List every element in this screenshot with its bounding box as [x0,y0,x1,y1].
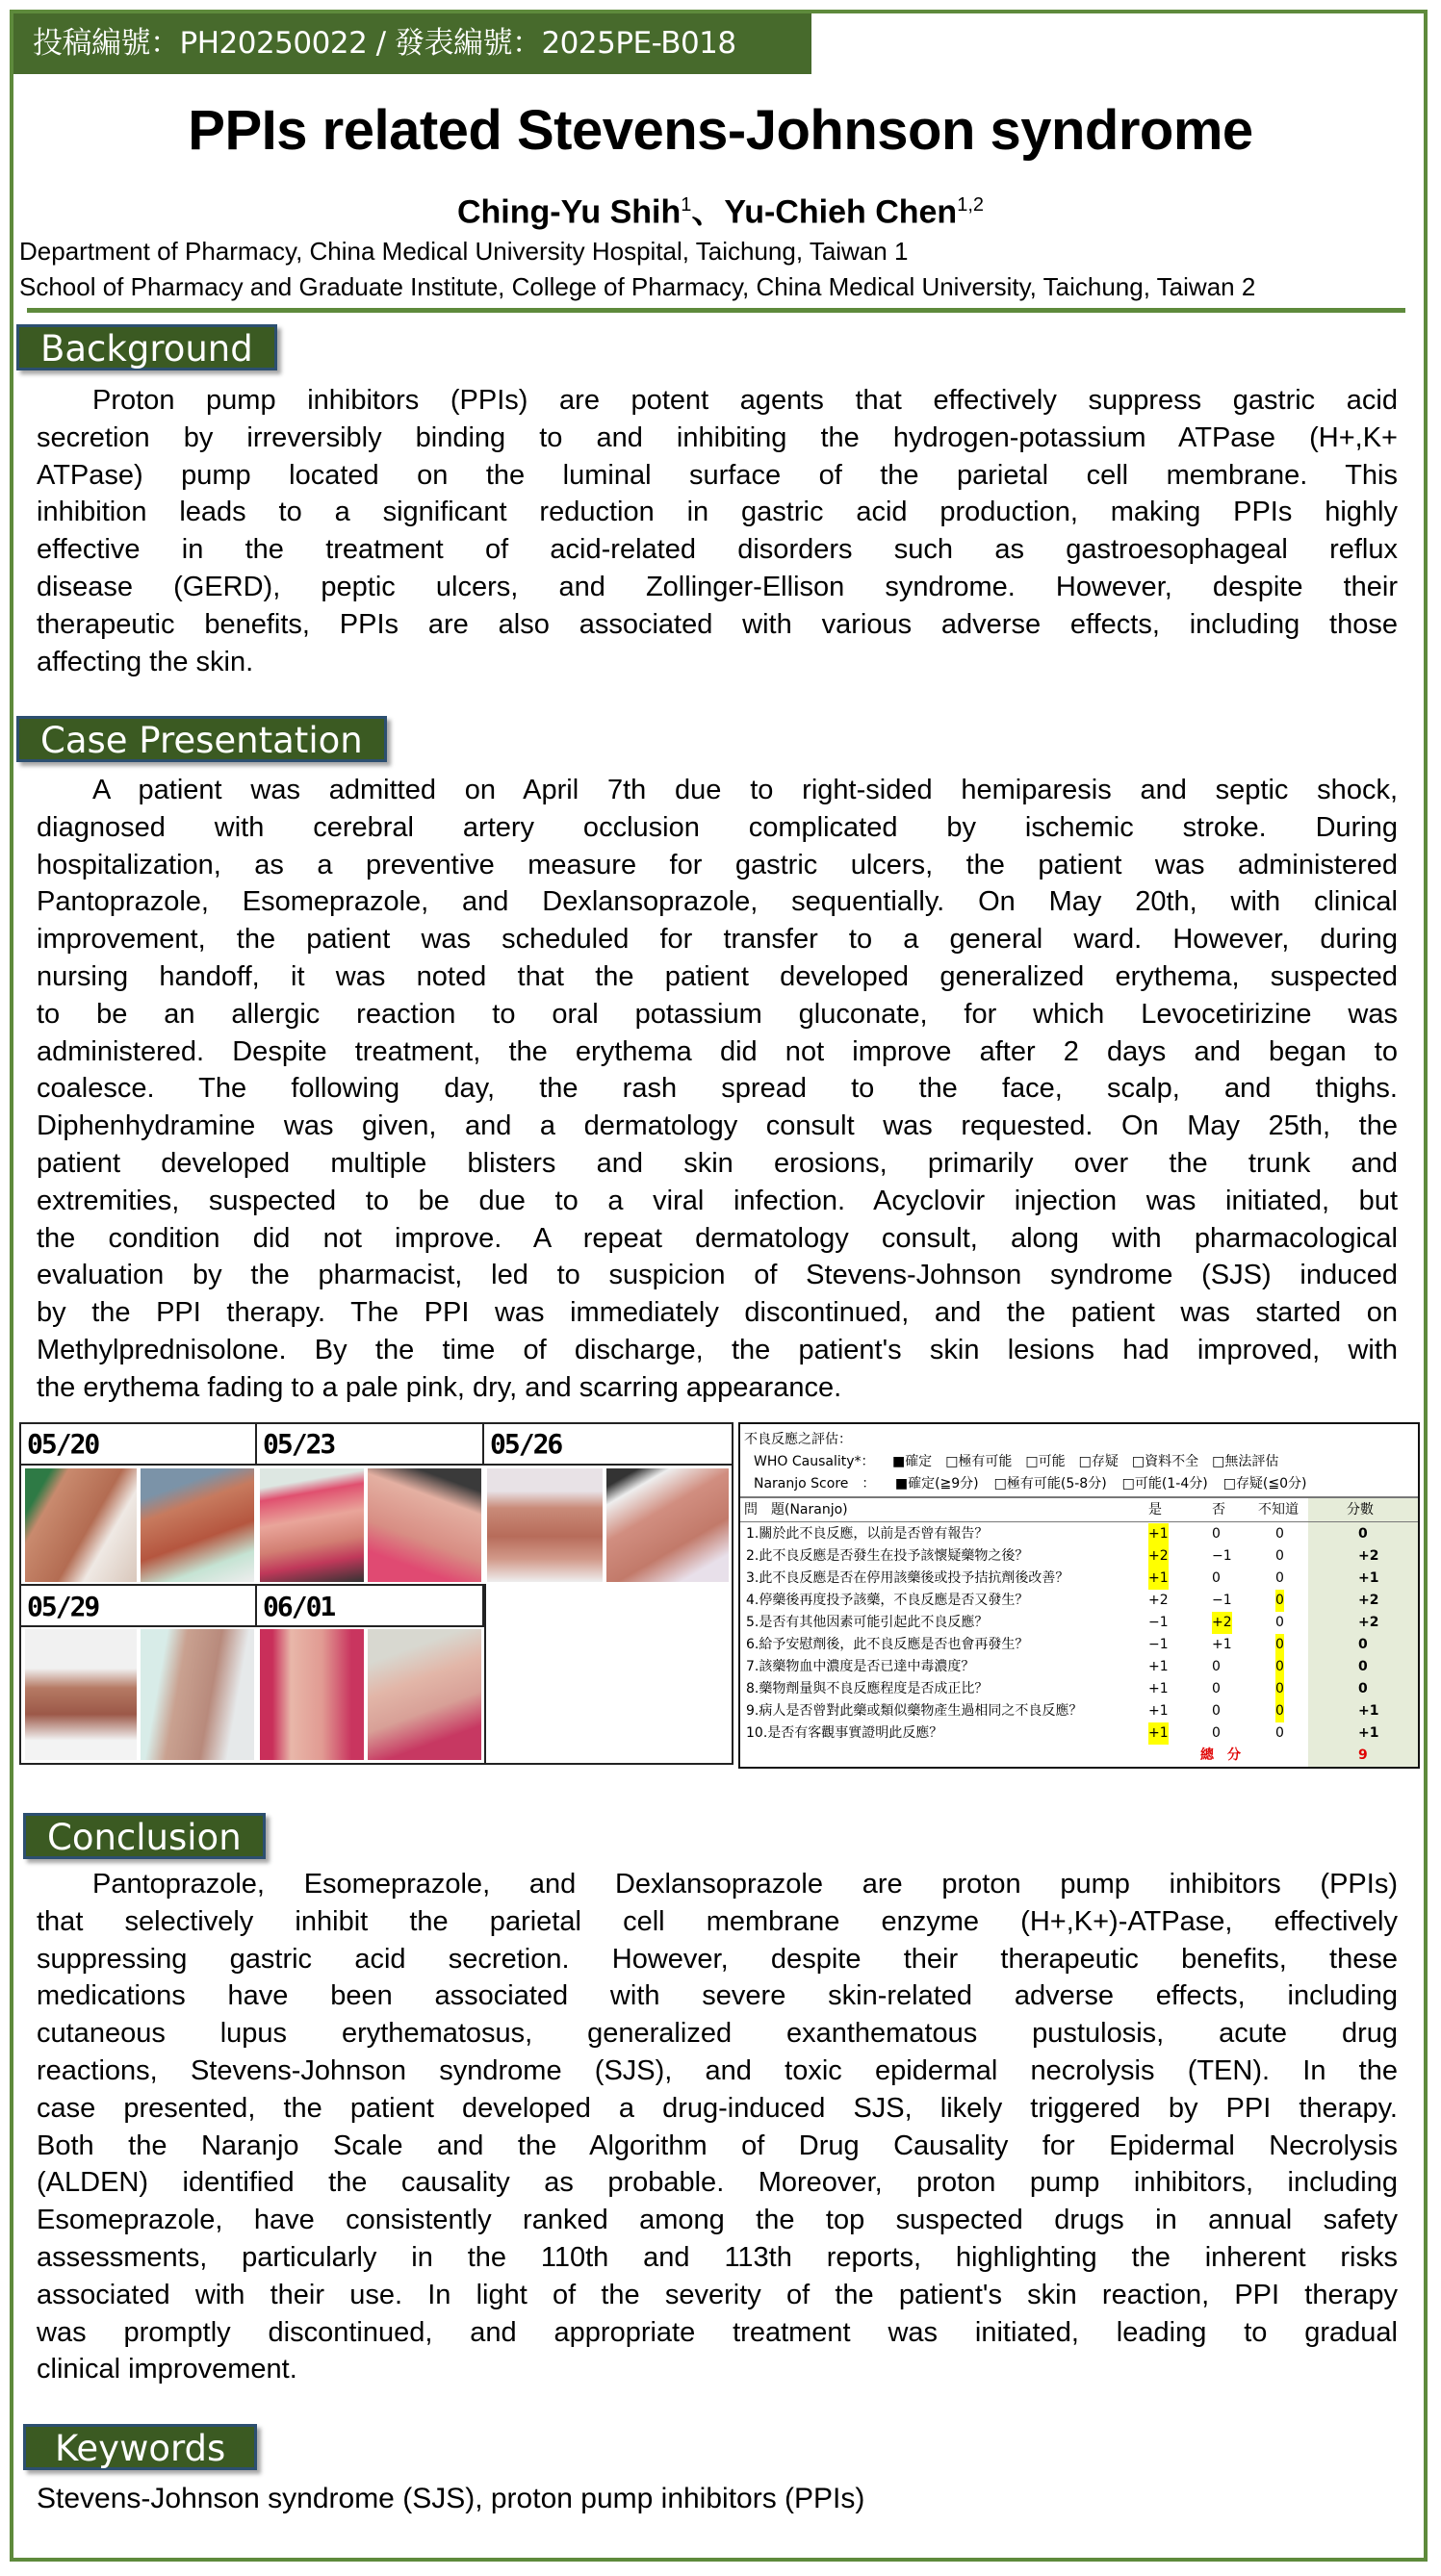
paragraph-line: nursing handoff, it was noted that the patient developed generalized erythema, suspected [37,960,1398,992]
yes-cell: +2 [1148,1545,1169,1568]
poster-title: PPIs related Stevens-Johnson syndrome [188,99,1253,162]
no-cell: −1 [1212,1548,1232,1564]
paragraph-line: cutaneous lupus erythematosus, generalized exanthematous pustulosis, acute drug [37,2018,1398,2050]
checkbox-option-label: 極有可能 [958,1454,1013,1469]
photo-date-label: 06/01 [263,1591,335,1622]
who-causality-label: WHO Causality*： [754,1454,875,1469]
conclusion-paragraph [37,1866,1398,2388]
yes-cell: +1 [1148,1722,1169,1745]
naranjo-score-row [754,1473,1431,1495]
photo [367,1467,482,1583]
score-cell: 0 [1358,1681,1368,1696]
paragraph-line: Methylprednisolone. By the time of discharge, the patient's skin lesions had improved, with [37,1334,1398,1365]
no-cell: +1 [1212,1637,1232,1652]
who-causality-row [754,1451,1431,1473]
table-row [740,1678,1418,1700]
paragraph-line: clinical improvement. [37,2354,297,2385]
column-header-score: 分數 [1347,1502,1374,1518]
paragraph-line: Proton pump inhibitors (PPIs) are potent agents that effectively suppress gastric acid [92,385,1398,416]
no-cell: −1 [1212,1593,1232,1608]
question-cell: 2.此不良反應是否發生在投予該懷疑藥物之後？ [746,1548,1029,1564]
paragraph-line: ATPase) pump located on the luminal surface of the parietal cell membrane. This [37,459,1398,491]
checkbox-option-label: 可能(1-4分) [1134,1476,1208,1492]
score-cell: +2 [1358,1548,1379,1564]
paragraph-line: assessments, particularly in the 110th and 113th reports, highlighting the inherent risks [37,2241,1398,2273]
checkbox-option [1223,1476,1307,1492]
score-cell: +2 [1358,1593,1379,1608]
score-cell: 0 [1358,1637,1368,1652]
question-cell: 9.病人是否曾對此藥或類似藥物產生過相同之不良反應？ [746,1703,1083,1719]
checked-box-icon: ■ [891,1454,906,1469]
unknown-cell: 0 [1275,1615,1284,1630]
checkbox-option [892,1454,932,1469]
no-cell: 0 [1212,1526,1221,1542]
unchecked-box-icon: □ [1212,1454,1225,1469]
paragraph-line: effective in the treatment of acid-related disorders such as gastroesophageal reflux [37,534,1398,566]
photo [259,1467,365,1583]
section-heading-case-presentation: Case Presentation [16,716,387,762]
checkbox-option-label: 極有可能(5-8分) [1006,1476,1107,1492]
question-cell: 10.是否有客觀事實證明此反應？ [746,1725,943,1741]
paragraph-line: hospitalization, as a preventive measure for gastric ulcers, the patient was administered [37,849,1398,880]
total-score: 9 [1358,1747,1368,1763]
paragraph-line: reactions, Stevens-Johnson syndrome (SJS), and toxic epidermal necrolysis (TEN). In the [37,2054,1398,2086]
table-row [740,1722,1418,1745]
unchecked-box-icon: □ [1078,1454,1092,1469]
checked-box-icon: ■ [894,1476,909,1492]
paragraph-line: affecting the skin. [37,646,254,677]
paragraph-line: was promptly discontinued, and appropriate treatment was initiated, leading to gradual [37,2316,1398,2348]
authors [0,183,1441,234]
section-heading-background: Background [16,324,277,370]
question-cell: 1.關於此不良反應，以前是否曾有報告？ [746,1526,989,1542]
keywords-text: Stevens-Johnson syndrome (SJS), proton pump inhibitors (PPIs) [37,2483,865,2514]
score-cell: +1 [1358,1725,1379,1741]
table-row [740,1634,1418,1656]
paragraph-line: improvement, the patient was scheduled for transfer to a general ward. However, during [37,924,1398,956]
photo [486,1467,604,1583]
photo [140,1628,255,1761]
checkbox-option [1122,1476,1208,1492]
score-cell: +1 [1358,1703,1379,1719]
photo [24,1628,138,1761]
paragraph-line: inhibition leads to a significant reduction in gastric acid production, making PPIs highly [37,497,1398,528]
author-affiliation-mark: 1 [681,194,692,216]
unchecked-box-icon: □ [993,1476,1007,1492]
yes-cell: +2 [1148,1593,1169,1608]
score-cell: 0 [1358,1659,1368,1674]
checkbox-option [994,1476,1107,1492]
question-cell: 3.此不良反應是否在停用該藥後或投予拮抗劑後改善？ [746,1570,1069,1586]
affiliation-1: Department of Pharmacy, China Medical University Hospital, Taichung, Taiwan 1 [19,237,909,266]
paragraph-line: associated with their use. In light of the severity of the patient's skin reaction, PPI therapy [37,2279,1398,2310]
column-header-unknown: 不知道 [1258,1502,1299,1518]
paragraph-line: A patient was admitted on April 7th due to right-sided hemiparesis and septic shock, [92,775,1398,805]
photo-date-label: 05/20 [27,1428,99,1460]
unknown-cell: 0 [1275,1570,1284,1586]
photo-date-label: 05/23 [263,1428,335,1460]
unchecked-box-icon: □ [945,1454,959,1469]
paragraph-line: Pantoprazole, Esomeprazole, and Dexlansoprazole are proton pump inhibitors (PPIs) [92,1869,1398,1900]
checkbox-option-label: 確定(≧9分) [908,1476,979,1492]
photo [367,1628,482,1761]
paragraph-line: (ALDEN) identified the causality as probable. Moreover, proton pump inhibitors, including [37,2167,1398,2199]
yes-cell: −1 [1148,1615,1169,1630]
paragraph-line: coalesce. The following day, the rash spread to the face, scalp, and thighs. [37,1073,1398,1105]
paragraph-line: administered. Despite treatment, the erythema did not improve after 2 days and began to [37,1035,1398,1067]
unknown-cell: 0 [1275,1725,1284,1741]
checkbox-option [945,1454,1012,1469]
photo-date-label: 05/26 [490,1428,562,1460]
column-header-yes: 是 [1148,1502,1162,1518]
photo [140,1467,255,1583]
checkbox-option [1212,1454,1278,1469]
paragraph-line: medications have been associated with severe skin-related adverse effects, including [37,1980,1398,2012]
unknown-cell: 0 [1275,1590,1284,1612]
photo [24,1467,138,1583]
author-separator: 、 [691,193,725,231]
unknown-cell: 0 [1275,1656,1284,1678]
naranjo-assessment-table [738,1422,1420,1769]
paragraph-line: to be an allergic reaction to oral potassium gluconate, for which Levocetirizine was [37,998,1398,1030]
table-row [740,1590,1418,1612]
checkbox-option [895,1476,979,1492]
unknown-cell: 0 [1275,1526,1284,1542]
table-header-row [740,1499,1418,1521]
unchecked-box-icon: □ [1121,1476,1135,1492]
paragraph-line: Diphenhydramine was given, and a dermatology consult was requested. On May 25th, the [37,1110,1398,1142]
paragraph-line: the condition did not improve. A repeat dermatology consult, along with pharmacological [37,1222,1398,1254]
paragraph-line: case presented, the patient developed a drug-induced SJS, likely triggered by PPI therapy. [37,2092,1398,2124]
score-cell: +2 [1358,1615,1379,1630]
checkbox-option-label: 存疑(≦0分) [1235,1476,1307,1492]
naranjo-score-label: Naranjo Score ： [754,1476,876,1492]
table-row [740,1545,1418,1568]
section-heading-conclusion: Conclusion [23,1813,266,1859]
photo [259,1628,365,1761]
yes-cell: −1 [1148,1637,1169,1652]
column-header-question: 問 題(Naranjo) [744,1502,848,1518]
paragraph-line: the erythema fading to a pale pink, dry, and scarring appearance. [37,1371,842,1403]
author-name: Yu-Chieh Chen [724,193,958,231]
no-cell: 0 [1212,1725,1221,1741]
score-cell: 0 [1358,1526,1368,1542]
table-row [740,1612,1418,1634]
unknown-cell: 0 [1275,1634,1284,1656]
column-header-no: 否 [1212,1502,1225,1518]
no-cell: +2 [1212,1612,1232,1634]
yes-cell: +1 [1148,1523,1169,1545]
checkbox-option [1132,1454,1198,1469]
total-label: 總 分 [1200,1747,1241,1763]
table-row [740,1656,1418,1678]
checkbox-option [1079,1454,1119,1469]
section-heading-keywords: Keywords [23,2424,257,2470]
checkbox-option-label: 確定 [905,1454,933,1469]
paragraph-line: secretion by irreversibly binding to and inhibiting the hydrogen-potassium ATPase (H+,K+ [37,421,1398,453]
paragraph-line: by the PPI therapy. The PPI was immediately discontinued, and the patient was started on [37,1297,1398,1329]
header-divider [27,308,1405,313]
total-row [740,1745,1418,1767]
table-row [740,1700,1418,1722]
paragraph-line: that selectively inhibit the parietal cell membrane enzyme (H+,K+)-ATPase, effectively [37,1905,1398,1937]
question-cell: 5.是否有其他因素可能引起此不良反應？ [746,1615,989,1630]
no-cell: 0 [1212,1703,1221,1719]
checkbox-option [1025,1454,1065,1469]
background-paragraph [37,382,1398,680]
case-paragraph [37,772,1398,1407]
checkbox-option-label: 資料不全 [1145,1454,1199,1469]
paragraph-line: diagnosed with cerebral artery occlusion complicated by ischemic stroke. During [37,811,1398,843]
yes-cell: +1 [1148,1659,1169,1674]
table-row [740,1568,1418,1590]
paragraph-line: extremities, suspected to be due to a viral infection. Acyclovir injection was initiated, but [37,1185,1398,1216]
paragraph-line: suppressing gastric acid secretion. However, despite their therapeutic benefits, these [37,1943,1398,1975]
paragraph-line: Both the Naranjo Scale and the Algorithm of Drug Causality for Epidermal Necrolysis [37,2130,1398,2161]
paragraph-line: evaluation by the pharmacist, led to suspicion of Stevens-Johnson syndrome (SJS) induced [37,1260,1398,1291]
paragraph-line: patient developed multiple blisters and skin erosions, primarily over the trunk and [37,1147,1398,1179]
question-cell: 6.給予安慰劑後，此不良反應是否也會再發生？ [746,1637,1029,1652]
assessment-title: 不良反應之評估： [744,1432,852,1447]
yes-cell: +1 [1148,1681,1169,1696]
checkbox-option-label: 存疑 [1091,1454,1119,1469]
yes-cell: +1 [1148,1703,1169,1719]
author-affiliation-mark: 1,2 [957,194,985,216]
unknown-cell: 0 [1275,1700,1284,1722]
photo-date-label: 05/29 [27,1591,99,1622]
question-cell: 4.停藥後再度投予該藥，不良反應是否又發生？ [746,1593,1029,1608]
question-cell: 7.該藥物血中濃度是否已達中毒濃度？ [746,1659,975,1674]
unchecked-box-icon: □ [1222,1476,1236,1492]
question-cell: 8.藥物劑量與不良反應程度是否成正比？ [746,1681,989,1696]
no-cell: 0 [1212,1681,1221,1696]
affiliation-2: School of Pharmacy and Graduate Institute, College of Pharmacy, China Medical University, Taichung, Taiwan 2 [19,272,1256,301]
paragraph-line: therapeutic benefits, PPIs are also associated with various adverse effects, including those [37,608,1398,640]
author-name: Ching-Yu Shih [456,193,682,231]
checkbox-option-label: 無法評估 [1224,1454,1279,1469]
paragraph-line: Esomeprazole, have consistently ranked among the top suspected drugs in annual safety [37,2205,1398,2236]
unknown-cell: 0 [1275,1678,1284,1700]
submission-badge: 投稿編號：PH20250022 / 發表編號：2025PE-B018 [13,13,811,74]
unchecked-box-icon: □ [1131,1454,1145,1469]
yes-cell: +1 [1148,1568,1169,1590]
clinical-photo-grid [19,1422,733,1765]
table-row [740,1523,1418,1545]
unknown-cell: 0 [1275,1548,1284,1564]
paragraph-line: Pantoprazole, Esomeprazole, and Dexlansoprazole, sequentially. On May 20th, with clinical [37,886,1398,918]
photo [605,1467,730,1583]
paragraph-line: disease (GERD), peptic ulcers, and Zollinger-Ellison syndrome. However, despite their [37,571,1398,602]
score-cell: +1 [1358,1570,1379,1586]
unchecked-box-icon: □ [1025,1454,1039,1469]
no-cell: 0 [1212,1570,1221,1586]
no-cell: 0 [1212,1659,1221,1674]
checkbox-option-label: 可能 [1038,1454,1066,1469]
